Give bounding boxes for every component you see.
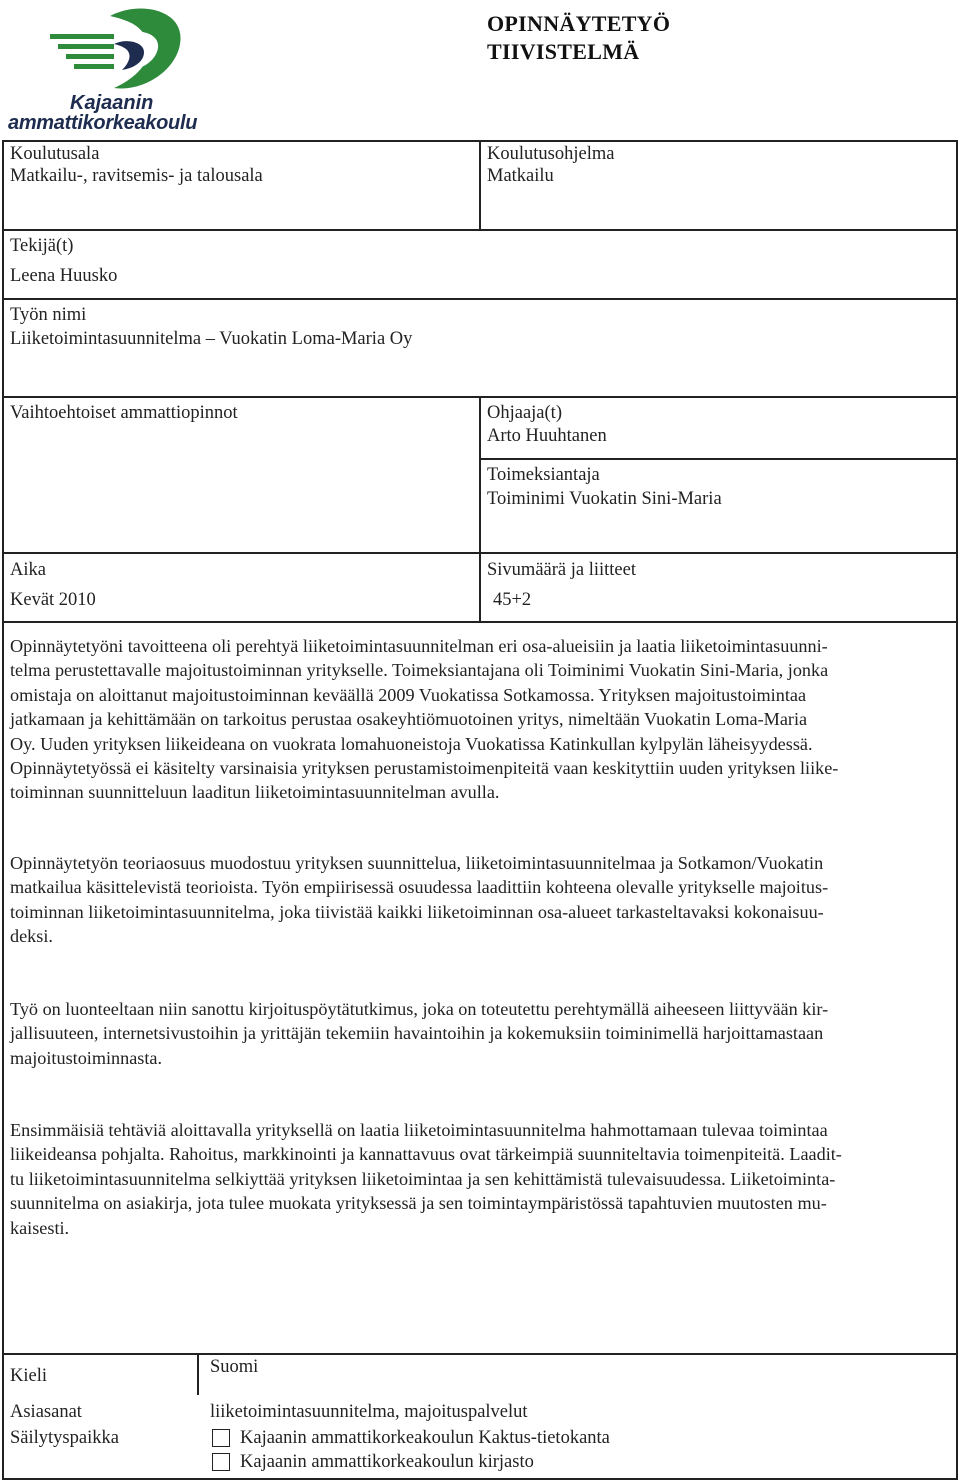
sailytys-option-kaktus: Kajaanin ammattikorkeakoulun Kaktus-tietokanta — [240, 1428, 610, 1448]
rule-footer-mid — [197, 1353, 199, 1395]
aika-label: Aika — [10, 560, 46, 580]
sailytys-checkbox-kirjasto[interactable] — [212, 1453, 230, 1471]
koulutusohjelma-label: Koulutusohjelma — [487, 144, 615, 164]
sivumaara-value: 45+2 — [493, 590, 532, 610]
sailytys-checkbox-kaktus[interactable] — [212, 1429, 230, 1447]
abstract-p1-line: telma perustettavalle majoitustoiminnan yritykselle. Toimeksiantajana oli Toiminimi Vuokatin Sini-Maria, jonka — [10, 660, 829, 681]
abstract-p2-line: toiminnan liiketoimintasuunnitelma, joka tiivistää kaikki liiketoiminnan osa-alueet tarkasteltavaksi kokonaisuu- — [10, 901, 824, 922]
abstract-p1-line: Oy. Uuden yrityksen liikeideana on vuokrata lomahuoneistoja Vuokatissa Katinkullan kylpylän läheisyydessä. — [10, 733, 813, 754]
abstract-p1-line: omistaja on aloittanut majoitustoiminnan keväällä 2009 Vuokatissa Sotkamossa. Yrityksen majoitustoimintaa — [10, 684, 807, 705]
abstract-p4-line: suunnitelma on asiakirja, jota tulee muokata yrityksessä ja sen toimintaympäristössä tapahtuvien muutosten mu- — [10, 1193, 827, 1214]
vaihtoehtoiset-label: Vaihtoehtoiset ammattiopinnot — [10, 403, 238, 423]
abstract-p2-line: Opinnäytetyön teoriaosuus muodostuu yrityksen suunnittelua, liiketoimintasuunnitelmaa ja Sotkamon/Vuokatin — [10, 853, 824, 873]
abstract-p1-line: Opinnäytetyössä ei käsitelty varsinaisia yrityksen perustamistoimenpiteitä vaan keskityttiin uuden yrityksen liike- — [10, 758, 839, 779]
tekija-value: Leena Huusko — [10, 266, 118, 286]
abstract-p4-line: tu liiketoimintasuunnitelma selkiyttää yrityksen liiketoimintaa ja sen kehittämistä tulevaisuudessa. Liiketoiminta- — [10, 1168, 836, 1189]
ohjaaja-label: Ohjaaja(t) — [487, 403, 562, 423]
abstract-p4-line: kaisesti. — [10, 1217, 70, 1238]
abstract-p3-line: Työ on luonteeltaan niin sanottu kirjoituspöytätutkimus, joka on toteutettu perehtymällä aiheeseen liittyvään kir- — [10, 999, 829, 1019]
aika-value: Kevät 2010 — [10, 590, 96, 610]
asiasanat-value: liiketoimintasuunnitelma, majoituspalvelut — [210, 1402, 528, 1422]
abstract-paragraph-2 — [10, 851, 940, 949]
tekija-label: Tekijä(t) — [10, 236, 74, 256]
koulutusala-label: Koulutusala — [10, 144, 100, 164]
kieli-value: Suomi — [210, 1357, 259, 1377]
kamk-logo — [8, 4, 228, 136]
tyon-nimi-value: Liiketoimintasuunnitelma – Vuokatin Loma-Maria Oy — [10, 329, 413, 349]
abstract-p1-line: Opinnäytetyöni tavoitteena oli perehtyä liiketoimintasuunnitelman eri osa-alueisiin ja laatia liiketoimintasuunni- — [10, 636, 828, 656]
abstract-p4-line: Ensimmäisiä tehtäviä aloittavalla yrityksellä on laatia liiketoimintasuunnitelma hahmottamaan tulevaa toimintaa — [10, 1120, 828, 1140]
title-line-2: TIIVISTELMÄ — [487, 39, 640, 64]
asiasanat-label: Asiasanat — [10, 1402, 82, 1422]
toimeksiantaja-label: Toimeksiantaja — [487, 465, 600, 485]
rule-before-footer — [2, 1353, 958, 1355]
sailytyspaikka-label: Säilytyspaikka — [10, 1428, 119, 1448]
rule-bottom — [2, 1478, 958, 1480]
title-line-1: OPINNÄYTETYÖ — [487, 11, 671, 36]
koulutusohjelma-value: Matkailu — [487, 166, 554, 186]
kieli-label: Kieli — [10, 1366, 47, 1386]
tyon-nimi-label: Työn nimi — [10, 305, 87, 325]
rule-right — [956, 140, 958, 1480]
document-title — [487, 10, 670, 66]
logo-text-kajaanin: Kajaanin — [70, 92, 154, 114]
abstract-paragraph-1 — [10, 634, 940, 805]
abstract-p2-line: deksi. — [10, 926, 53, 947]
sailytys-option-kirjasto: Kajaanin ammattikorkeakoulun kirjasto — [240, 1452, 534, 1472]
rule-mid-lower — [479, 396, 481, 623]
abstract-p1-line: jatkamaan ja kehittämään on tarkoitus perustaa osakeyhtiömuotoinen yritys, nimeltään Vuokatin Loma-Maria — [10, 709, 808, 730]
abstract-p2-line: matkailua käsittelevistä teorioista. Työn empiirisessä osuudessa laadittiin kohteena olevalle yritykselle majoitus- — [10, 877, 829, 898]
abstract-p3-line: jallisuuteen, internetsivustoihin ja yrittäjän tekemiin havaintoihin ja kokemuksiin toiminimellä harjoittamastaan — [10, 1023, 824, 1044]
koulutusala-value: Matkailu-, ravitsemis- ja talousala — [10, 166, 263, 186]
abstract-paragraph-4 — [10, 1118, 940, 1240]
ohjaaja-value: Arto Huuhtanen — [487, 426, 607, 446]
rule-left — [2, 140, 4, 1480]
abstract-p3-line: majoitustoiminnasta. — [10, 1047, 163, 1068]
abstract-p4-line: liikeideansa pohjalta. Rahoitus, markkinointi ja kannattavuus ovat tärkeimpiä suunniteltavia toimenpiteitä. Laadit- — [10, 1144, 842, 1165]
abstract-p1-line: toiminnan suunnitteluun laaditun liiketoimintasuunnitelman avulla. — [10, 782, 500, 803]
rule-after-ohjaaja — [480, 458, 958, 460]
rule-after-tekija — [2, 298, 958, 300]
toimeksiantaja-value: Toiminimi Vuokatin Sini-Maria — [487, 489, 722, 509]
rule-mid-top — [479, 140, 481, 231]
logo-text-ammattikorkeakoulu: ammattikorkeakoulu — [8, 112, 198, 134]
sivumaara-label: Sivumäärä ja liitteet — [487, 560, 636, 580]
abstract-paragraph-3 — [10, 997, 940, 1070]
kamk-logo-emblem-icon — [48, 4, 188, 96]
